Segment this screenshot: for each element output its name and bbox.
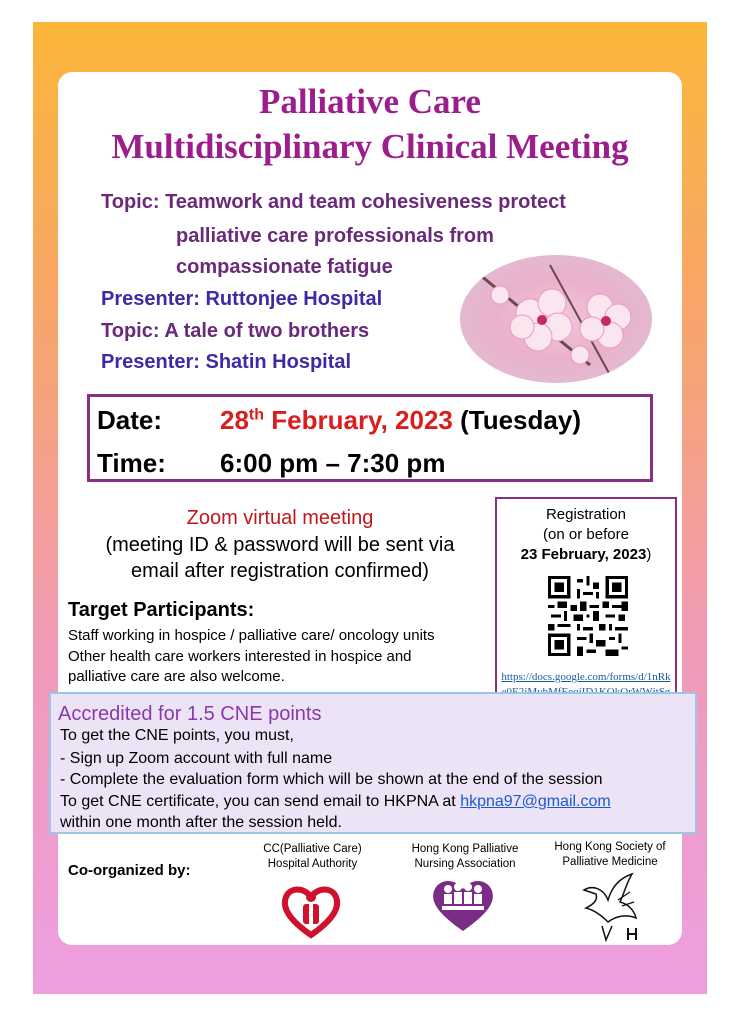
registration-deadline bbox=[495, 546, 677, 563]
cne-item-1: - Sign up Zoom account with full name bbox=[60, 750, 333, 767]
zoom-note-line-1: (meeting ID & password will be sent via bbox=[105, 534, 455, 556]
dove-logo-icon bbox=[578, 870, 642, 942]
topic-1-line-2: palliative care professionals from bbox=[176, 225, 494, 247]
date-suffix: th bbox=[248, 406, 265, 424]
organizer-2-name bbox=[395, 842, 535, 872]
qr-code-icon[interactable] bbox=[548, 576, 628, 656]
deadline-suffix: ) bbox=[646, 546, 652, 563]
title-line-2: Multidisciplinary Clinical Meeting bbox=[111, 127, 629, 166]
date-label: Date: bbox=[97, 405, 163, 435]
time-label: Time: bbox=[97, 448, 166, 478]
date-value bbox=[220, 405, 581, 436]
zoom-note-line-2: email after registration confirmed) bbox=[131, 560, 429, 582]
org3-line-1: Hong Kong Society of bbox=[554, 841, 666, 853]
hkpna-logo-icon bbox=[428, 875, 498, 933]
time-value: 6:00 pm – 7:30 pm bbox=[220, 448, 446, 478]
participants-line-2: Other health care workers interested in hospice and bbox=[68, 648, 412, 665]
zoom-title: Zoom virtual meeting bbox=[186, 507, 374, 529]
cne-intro: To get the CNE points, you must, bbox=[60, 727, 294, 744]
org2-line-1: Hong Kong Palliative bbox=[411, 843, 519, 855]
org3-line-2: Palliative Medicine bbox=[562, 856, 658, 868]
registration-line-2: (on or before bbox=[543, 526, 629, 543]
date-month-year: February, 2023 bbox=[264, 405, 453, 435]
cne-heading: Accredited for 1.5 CNE points bbox=[58, 703, 322, 725]
date-day: 28 bbox=[220, 405, 249, 435]
presenter-2: Presenter: Shatin Hospital bbox=[101, 351, 352, 373]
participants-line-1: Staff working in hospice / palliative care/ oncology units bbox=[68, 627, 435, 644]
cert-prefix: To get CNE certificate, you can send email to HKPNA at bbox=[60, 793, 461, 810]
org2-line-2: Nursing Association bbox=[414, 858, 516, 870]
cne-cert-line bbox=[60, 793, 611, 811]
deadline-date: 23 February, 2023 bbox=[520, 546, 647, 563]
registration-link[interactable]: https://docs.google.com/forms/d/1nRk bbox=[501, 671, 671, 683]
cherry-blossom-image bbox=[460, 255, 652, 383]
registration-line-1: Registration bbox=[545, 506, 627, 523]
participants-line-3: palliative care are also welcome. bbox=[68, 668, 285, 685]
presenter-1: Presenter: Ruttonjee Hospital bbox=[101, 288, 383, 310]
co-organized-label: Co-organized by: bbox=[68, 862, 191, 879]
cne-item-2: - Complete the evaluation form which will be shown at the end of the session bbox=[60, 771, 603, 788]
organizer-3-name bbox=[545, 840, 675, 870]
org1-line-1: CC(Palliative Care) bbox=[263, 843, 362, 855]
email-link[interactable]: hkpna97@gmail.com bbox=[460, 793, 611, 810]
title-line-1: Palliative Care bbox=[259, 82, 481, 121]
hospital-authority-logo-icon bbox=[278, 883, 344, 939]
organizer-1-name bbox=[250, 842, 375, 872]
topic-1-line-3: compassionate fatigue bbox=[176, 256, 393, 278]
topic-2: Topic: A tale of two brothers bbox=[101, 320, 370, 342]
target-participants-heading: Target Participants: bbox=[68, 599, 255, 621]
cne-cert-suffix: within one month after the session held. bbox=[60, 814, 342, 831]
org1-line-2: Hospital Authority bbox=[267, 858, 358, 870]
date-weekday: (Tuesday) bbox=[452, 405, 581, 435]
topic-1-line-1: Topic: Teamwork and team cohesiveness protect bbox=[101, 191, 566, 213]
